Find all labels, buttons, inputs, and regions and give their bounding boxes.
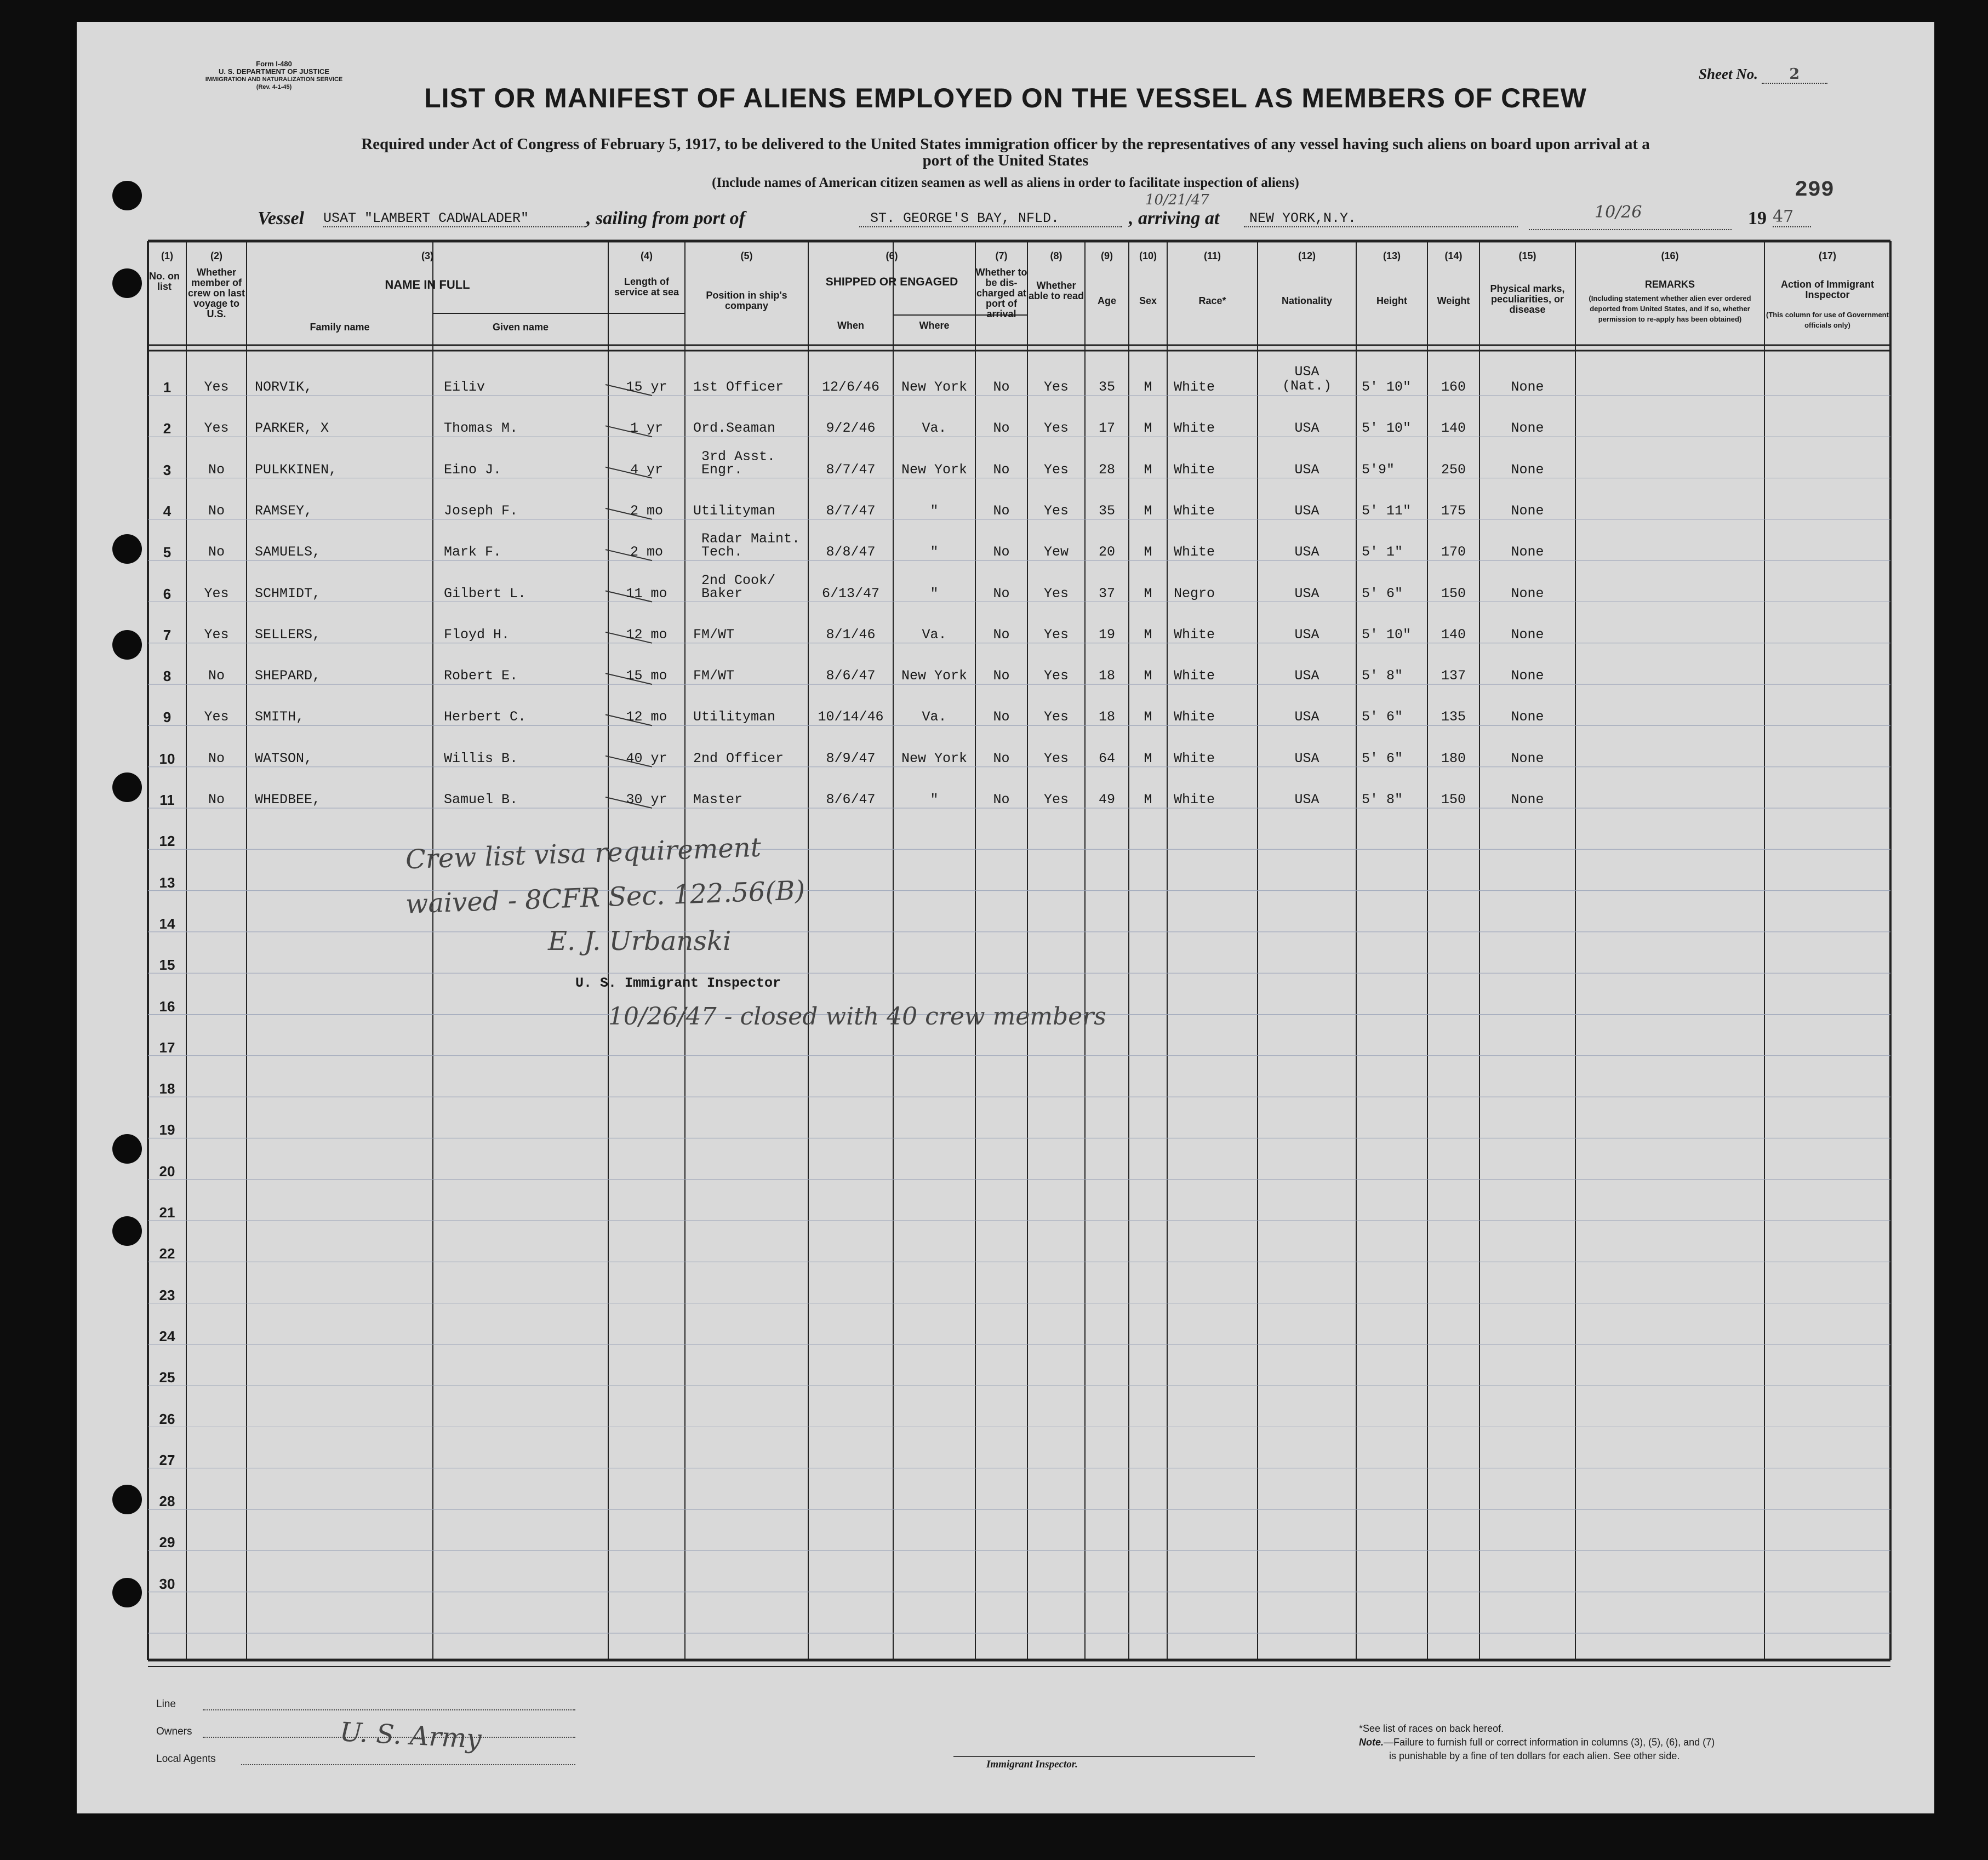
sailing-label: , sailing from port of [586, 208, 745, 228]
able-to-read: Yes [1043, 461, 1069, 478]
physical-marks: None [1511, 709, 1544, 725]
footer-owners-label: Owners [156, 1726, 192, 1737]
shipped-where: " [930, 544, 939, 560]
header-c5-num: (5) [740, 250, 753, 261]
header-c16-num: (16) [1661, 250, 1679, 261]
shipped-where: Va. [922, 420, 947, 437]
manifest-page [77, 22, 1934, 1813]
shipped-where: Va. [922, 626, 947, 643]
weight: 137 [1441, 668, 1466, 684]
position: 2nd Officer [693, 750, 784, 766]
position: Radar Maint. [701, 531, 801, 547]
service-name: IMMIGRATION AND NATURALIZATION SERVICE [205, 76, 343, 83]
row-number: 1 [163, 379, 172, 396]
header-c6-label: SHIPPED OR ENGAGED [825, 276, 958, 288]
row-number: 10 [159, 750, 175, 767]
shipped-where: New York [901, 379, 968, 395]
row-number: 24 [159, 1327, 175, 1344]
year-value: 47 [1773, 207, 1811, 227]
row-number: 2 [163, 420, 172, 437]
inspector-signature-line [953, 1756, 1255, 1757]
given-name: Willis B. [444, 750, 518, 766]
shipped-when: 8/7/47 [826, 502, 876, 519]
crew-last-voyage: Yes [204, 379, 229, 395]
form-number: Form I-480 [256, 60, 292, 68]
shipped-when: 8/9/47 [826, 750, 876, 766]
age: 18 [1098, 709, 1115, 725]
family-name: SAMUELS, [255, 544, 321, 560]
discharged: No [993, 502, 1010, 519]
race: White [1174, 626, 1215, 643]
able-to-read: Yes [1043, 668, 1069, 684]
given-name: Joseph F. [444, 502, 518, 519]
weight: 170 [1441, 544, 1466, 560]
header-c6-when: When [837, 320, 864, 331]
header-c7-label: Whether to be dis-charged at port of arrival [975, 267, 1027, 319]
row-number: 8 [163, 668, 172, 685]
family-name: NORVIK, [255, 379, 313, 395]
shipped-when: 8/6/47 [826, 792, 876, 808]
race: White [1174, 750, 1215, 766]
note-label: Note. [1359, 1737, 1384, 1748]
header-c8-num: (8) [1050, 250, 1062, 261]
row-number: 14 [159, 915, 175, 932]
arriving-port-value: NEW YORK,N.Y. [1244, 210, 1518, 227]
given-name: Mark F. [444, 544, 502, 560]
family-name: PARKER, X [255, 420, 329, 437]
header-c10-num: (10) [1139, 250, 1157, 261]
shipped-where: New York [901, 668, 968, 684]
row-number: 30 [159, 1575, 175, 1592]
nationality: USA [1294, 585, 1319, 602]
age: 64 [1098, 750, 1115, 766]
subtitle-act: Required under Act of Congress of February 5, 1917, to be delivered to the United States immigration officer by the representatives of any vessel having such aliens on board upon arrival at a [361, 135, 1650, 153]
nationality: USA [1294, 420, 1319, 437]
shipped-where: New York [901, 750, 968, 766]
header-c4-num: (4) [641, 250, 653, 261]
physical-marks: None [1511, 626, 1544, 643]
header-c16-label: REMARKS [1644, 279, 1695, 290]
sex: M [1144, 379, 1152, 395]
position: 3rd Asst. [701, 448, 776, 465]
family-name: PULKKINEN, [255, 461, 338, 478]
race: White [1174, 668, 1215, 684]
crew-last-voyage: No [208, 668, 225, 684]
age: 17 [1098, 420, 1115, 437]
height: 5' 10" [1362, 626, 1412, 643]
nationality: USA [1294, 461, 1319, 478]
crew-last-voyage: No [208, 792, 225, 808]
physical-marks: None [1511, 544, 1544, 560]
department: U. S. DEPARTMENT OF JUSTICE [219, 67, 329, 76]
header-c11-label: Race* [1198, 295, 1226, 306]
nationality: USA [1294, 709, 1319, 725]
footer-agents-label: Local Agents [156, 1753, 216, 1765]
header-c15-num: (15) [1518, 250, 1536, 261]
sex: M [1144, 502, 1152, 519]
visa-waiver-line2: waived - 8CFR Sec. 122.56(B) [405, 875, 806, 920]
length-of-service: 12 mo [626, 709, 667, 725]
header-c14-label: Weight [1437, 295, 1470, 306]
able-to-read: Yes [1043, 585, 1069, 602]
row-number: 7 [163, 626, 172, 643]
sex: M [1144, 668, 1152, 684]
family-name: SCHMIDT, [255, 585, 321, 602]
visa-waiver-line1: Crew list visa requirement [405, 832, 762, 875]
footer-agents-value: U. S. Army [339, 1716, 482, 1755]
crew-last-voyage: Yes [204, 709, 229, 725]
height: 5'9" [1362, 461, 1395, 478]
race: White [1174, 502, 1215, 519]
physical-marks: None [1511, 461, 1544, 478]
header-c15-label: Physical marks, peculiarities, or disease [1490, 283, 1565, 315]
footer-inspector-label: Immigrant Inspector. [986, 1759, 1078, 1770]
position: Engr. [701, 461, 743, 478]
row-number: 20 [159, 1163, 175, 1180]
physical-marks: None [1511, 379, 1544, 395]
inspector-title: U. S. Immigrant Inspector [575, 975, 781, 991]
length-of-service: 15 yr [626, 379, 667, 395]
height: 5' 11" [1362, 502, 1412, 519]
length-of-service: 40 yr [626, 750, 667, 766]
height: 5' 6" [1362, 750, 1403, 766]
header-c17-note: (This column for use of Government officials only) [1766, 311, 1889, 329]
header-c3-label: NAME IN FULL [385, 278, 470, 291]
shipped-where: " [930, 585, 939, 602]
position: 1st Officer [693, 379, 784, 395]
race: White [1174, 792, 1215, 808]
sex: M [1144, 585, 1152, 602]
header-c13-label: Height [1376, 295, 1407, 306]
discharged: No [993, 544, 1010, 560]
discharged: No [993, 750, 1010, 766]
weight: 150 [1441, 792, 1466, 808]
physical-marks: None [1511, 668, 1544, 684]
closed-note: 10/26/47 - closed with 40 crew members [608, 1003, 1106, 1031]
discharged: No [993, 626, 1010, 643]
footer-note-fine-2: is punishable by a fine of ten dollars for each alien. See other side. [1389, 1750, 1680, 1761]
header-c3-num: (3) [421, 250, 433, 261]
footer-agents-blank [241, 1764, 575, 1765]
row-number: 29 [159, 1534, 175, 1551]
row-number: 26 [159, 1410, 175, 1427]
row-number: 17 [159, 1039, 175, 1056]
header-c13-num: (13) [1383, 250, 1401, 261]
given-name: Gilbert L. [444, 585, 527, 602]
able-to-read: Yes [1043, 709, 1069, 725]
height: 5' 6" [1362, 709, 1403, 725]
footer-line-label: Line [156, 1698, 176, 1710]
age: 49 [1098, 792, 1115, 808]
position: Master [693, 792, 743, 808]
family-name: SELLERS, [255, 626, 321, 643]
note-text: —Failure to furnish full or correct information in columns (3), (5), (6), and (7) [1384, 1737, 1715, 1748]
nationality: USA [1294, 364, 1319, 380]
shipped-when: 9/2/46 [826, 420, 876, 437]
crew-last-voyage: Yes [204, 420, 229, 437]
footer-note-fine [1359, 1737, 1715, 1748]
header-c12-num: (12) [1298, 250, 1316, 261]
physical-marks: None [1511, 420, 1544, 437]
discharged: No [993, 709, 1010, 725]
sex: M [1144, 792, 1152, 808]
shipped-where: " [930, 502, 939, 519]
able-to-read: Yes [1043, 420, 1069, 437]
height: 5' 6" [1362, 585, 1403, 602]
race: White [1174, 420, 1215, 437]
physical-marks: None [1511, 792, 1544, 808]
position: Utilityman [693, 709, 776, 725]
row-number: 16 [159, 998, 175, 1015]
subtitle-port: port of the United States [922, 152, 1089, 169]
document-title: LIST OR MANIFEST OF ALIENS EMPLOYED ON THE VESSEL AS MEMBERS OF CREW [424, 83, 1587, 113]
able-to-read: Yes [1043, 750, 1069, 766]
header-c14-num: (14) [1444, 250, 1463, 261]
given-name: Herbert C. [444, 709, 527, 725]
nationality: USA [1294, 544, 1319, 560]
sex: M [1144, 750, 1152, 766]
row-number: 9 [163, 709, 172, 726]
row-number: 11 [159, 792, 175, 808]
sex: M [1144, 544, 1152, 560]
height: 5' 8" [1362, 668, 1403, 684]
row-number: 12 [159, 833, 175, 850]
shipped-when: 8/6/47 [826, 668, 876, 684]
weight: 150 [1441, 585, 1466, 602]
header-c4-label: Length of service at sea [614, 276, 679, 297]
page-number: 299 [1795, 178, 1835, 203]
nationality: USA [1294, 502, 1319, 519]
row-number: 28 [159, 1493, 175, 1510]
physical-marks: None [1511, 502, 1544, 519]
sailing-port-value: ST. GEORGE'S BAY, NFLD. [859, 210, 1122, 227]
age: 35 [1098, 502, 1115, 519]
physical-marks: None [1511, 750, 1544, 766]
race: White [1174, 544, 1215, 560]
weight: 180 [1441, 750, 1466, 766]
sheet-value: 2 [1762, 66, 1827, 84]
crew-last-voyage: No [208, 544, 225, 560]
shipped-where: " [930, 792, 939, 808]
length-of-service: 4 yr [630, 461, 663, 478]
weight: 140 [1441, 626, 1466, 643]
position: 2nd Cook/ [701, 572, 776, 588]
weight: 160 [1441, 379, 1466, 395]
crew-last-voyage: Yes [204, 626, 229, 643]
header-c3-given: Given name [492, 322, 549, 333]
height: 5' 10" [1362, 420, 1412, 437]
row-number: 6 [163, 585, 172, 602]
crew-last-voyage: No [208, 502, 225, 519]
race: White [1174, 379, 1215, 395]
discharged: No [993, 668, 1010, 684]
header-c17-label: Action of Immigrant Inspector [1781, 279, 1874, 300]
able-to-read: Yes [1043, 379, 1069, 395]
nationality: USA [1294, 750, 1319, 766]
race: White [1174, 709, 1215, 725]
race: White [1174, 461, 1215, 478]
family-name: WHEDBEE, [255, 792, 321, 808]
nationality: USA [1294, 668, 1319, 684]
sheet-label: Sheet No. [1699, 66, 1758, 82]
able-to-read: Yew [1043, 544, 1069, 560]
header-c12-label: Nationality [1281, 295, 1332, 306]
given-name: Thomas M. [444, 420, 518, 437]
row-number: 21 [159, 1204, 175, 1221]
position: Utilityman [693, 502, 776, 519]
shipped-where: New York [901, 461, 968, 478]
footer-note-races: *See list of races on back hereof. [1359, 1723, 1504, 1734]
nationality: USA [1294, 792, 1319, 808]
shipped-where: Va. [922, 709, 947, 725]
height: 5' 8" [1362, 792, 1403, 808]
header-c8-label: Whether able to read [1028, 280, 1084, 301]
row-number: 13 [159, 874, 175, 891]
family-name: SHEPARD, [255, 668, 321, 684]
header-c7-num: (7) [995, 250, 1008, 261]
given-name: Eiliv [444, 379, 485, 395]
weight: 135 [1441, 709, 1466, 725]
crew-last-voyage: No [208, 750, 225, 766]
nationality: USA [1294, 626, 1319, 643]
revision: (Rev. 4-1-45) [256, 84, 292, 90]
discharged: No [993, 461, 1010, 478]
length-of-service: 12 mo [626, 626, 667, 643]
sex: M [1144, 709, 1152, 725]
age: 28 [1098, 461, 1115, 478]
weight: 250 [1441, 461, 1466, 478]
header-c1-label: No. on list [149, 271, 180, 292]
row-number: 19 [159, 1121, 175, 1138]
header-c2-num: (2) [210, 250, 222, 261]
shipped-when: 8/1/46 [826, 626, 876, 643]
age: 19 [1098, 626, 1115, 643]
length-of-service: 2 mo [630, 544, 663, 560]
discharged: No [993, 420, 1010, 437]
age: 18 [1098, 668, 1115, 684]
header-c9-label: Age [1097, 295, 1116, 306]
given-name: Robert E. [444, 668, 518, 684]
age: 37 [1098, 585, 1115, 602]
footer-line-blank [203, 1709, 575, 1710]
race: Negro [1174, 585, 1215, 602]
height: 5' 1" [1362, 544, 1403, 560]
row-number: 22 [159, 1245, 175, 1262]
row-number: 18 [159, 1080, 175, 1097]
header-c11-num: (11) [1203, 250, 1221, 261]
discharged: No [993, 792, 1010, 808]
able-to-read: Yes [1043, 502, 1069, 519]
header-c6-num: (6) [886, 250, 898, 261]
row-number: 3 [163, 461, 172, 478]
weight: 140 [1441, 420, 1466, 437]
position: Tech. [701, 544, 743, 560]
family-name: RAMSEY, [255, 502, 313, 519]
row-number: 25 [159, 1369, 175, 1386]
subtitle-include: (Include names of American citizen seamen as well as aliens in order to facilitate inspection of aliens) [712, 175, 1299, 190]
age: 35 [1098, 379, 1115, 395]
arrival-date: 10/26 [1595, 203, 1642, 222]
position: FM/WT [693, 626, 735, 643]
sex: M [1144, 461, 1152, 478]
position: Ord.Seaman [693, 420, 776, 437]
given-name: Eino J. [444, 461, 502, 478]
able-to-read: Yes [1043, 792, 1069, 808]
inspector-signature: E. J. Urbanski [548, 926, 732, 957]
crew-last-voyage: Yes [204, 585, 229, 602]
header-c6-where: Where [919, 320, 950, 331]
length-of-service: 30 yr [626, 792, 667, 808]
nationality: (Nat.) [1282, 378, 1332, 394]
given-name: Floyd H. [444, 626, 510, 643]
shipped-when: 12/6/46 [821, 379, 880, 395]
sailing-date: 10/21/47 [1145, 192, 1209, 208]
header-c2-label: Whether member of crew on last voyage to U.S. [187, 267, 245, 319]
vessel-value: USAT "LAMBERT CADWALADER" [323, 210, 586, 227]
length-of-service: 2 mo [630, 502, 663, 519]
length-of-service: 1 yr [630, 420, 663, 437]
physical-marks: None [1511, 585, 1544, 602]
header-c1-num: (1) [161, 250, 173, 261]
family-name: WATSON, [255, 750, 313, 766]
header-c17-num: (17) [1818, 250, 1836, 261]
length-of-service: 11 mo [626, 585, 667, 602]
height: 5' 10" [1362, 379, 1412, 395]
discharged: No [993, 585, 1010, 602]
header-c3-family: Family name [310, 322, 370, 333]
crew-last-voyage: No [208, 461, 225, 478]
sex: M [1144, 626, 1152, 643]
header-c9-num: (9) [1101, 250, 1113, 261]
header-c5-label: Position in ship's company [706, 290, 787, 311]
discharged: No [993, 379, 1010, 395]
shipped-when: 10/14/46 [818, 709, 884, 725]
shipped-when: 8/8/47 [826, 544, 876, 560]
shipped-when: 6/13/47 [821, 585, 880, 602]
arriving-label: , arriving at [1129, 208, 1220, 228]
header-c16-note: (Including statement whether alien ever ordered deported from United States, and if so, whether permission to re-apply has been obtained) [1589, 294, 1751, 323]
row-number: 15 [159, 957, 175, 974]
row-number: 23 [159, 1286, 175, 1303]
row-number: 27 [159, 1451, 175, 1468]
family-name: SMITH, [255, 709, 305, 725]
row-number: 4 [163, 502, 172, 519]
able-to-read: Yes [1043, 626, 1069, 643]
age: 20 [1098, 544, 1115, 560]
shipped-when: 8/7/47 [826, 461, 876, 478]
length-of-service: 15 mo [626, 668, 667, 684]
year-prefix: 19 [1748, 208, 1767, 228]
header-c10-label: Sex [1139, 295, 1157, 306]
weight: 175 [1441, 502, 1466, 519]
position: FM/WT [693, 668, 735, 684]
sex: M [1144, 420, 1152, 437]
given-name: Samuel B. [444, 792, 518, 808]
vessel-label: Vessel [258, 208, 304, 228]
row-number: 5 [163, 544, 172, 561]
position: Baker [701, 585, 743, 602]
